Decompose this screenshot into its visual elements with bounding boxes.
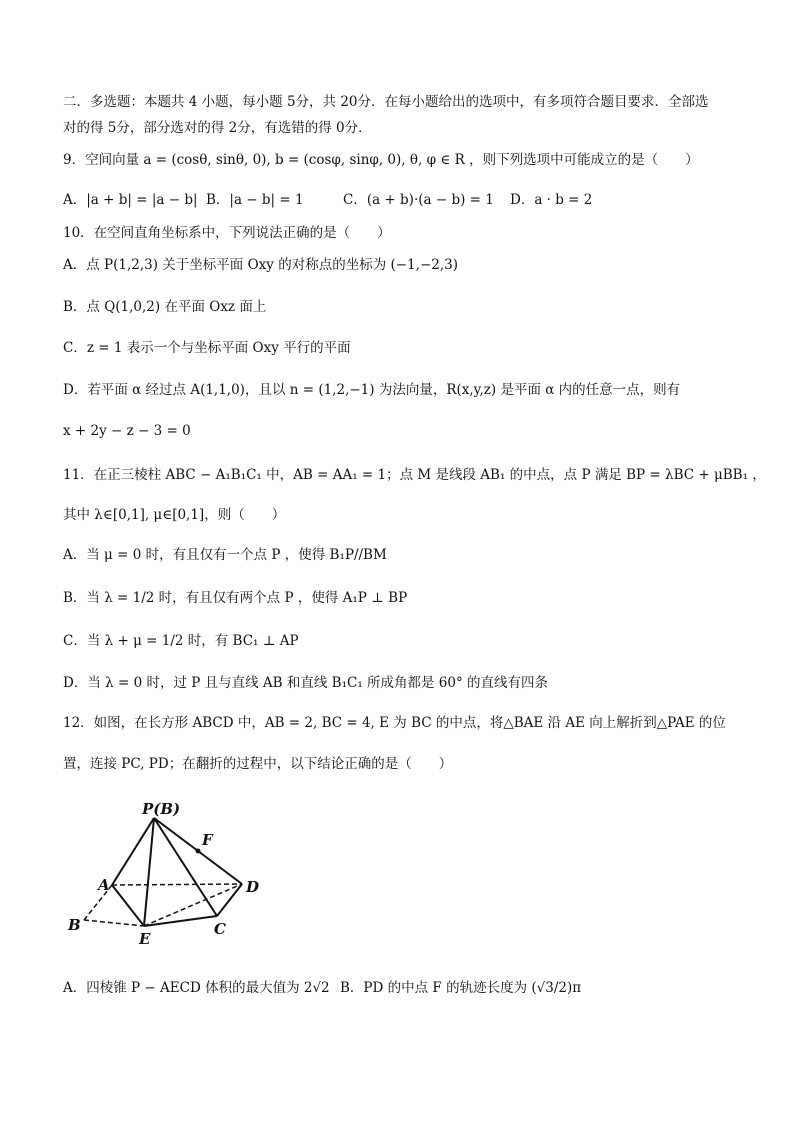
question-12-option-b: B．PD 的中点 F 的轨迹长度为 (√3/2)π bbox=[340, 980, 582, 996]
figure-solid-edges bbox=[112, 818, 242, 926]
question-12-stem: 12．如图，在长方形 ABCD 中，AB = 2, BC = 4, E 为 BC 的中点，将△BAE 沿 AE 向上解折到△PAE 的位 bbox=[63, 715, 726, 731]
question-12-option-a: A．四棱锥 P − AECD 体积的最大值为 2√2 bbox=[63, 980, 330, 996]
question-9-option-c: C．(a + b)·(a − b) = 1 bbox=[343, 192, 494, 208]
question-11-option-d: D．当 λ = 0 时，过 P 且与直线 AB 和直线 B₁C₁ 所成角都是 60° 的直线有四条 bbox=[63, 675, 549, 691]
label-b: B bbox=[68, 916, 81, 934]
question-9-option-a: A．|a + b| = |a − b| bbox=[63, 192, 198, 208]
label-f: F bbox=[202, 831, 213, 849]
label-d: D bbox=[246, 878, 260, 896]
question-10-option-a: A．点 P(1,2,3) 关于坐标平面 Oxy 的对称点的坐标为 (−1,−2,3) bbox=[63, 257, 458, 273]
edge-cd bbox=[217, 884, 242, 916]
edge-be-dashed bbox=[84, 920, 144, 926]
label-p: P(B) bbox=[142, 800, 181, 818]
question-9-stem: 9．空间向量 a = (cosθ, sinθ, 0), b = (cosφ, sinφ, 0), θ, φ ∈ R ，则下列选项中可能成立的是（ ） bbox=[63, 152, 699, 168]
question-12-stem-2: 置，连接 PC, PD；在翻折的过程中，以下结论正确的是（ ） bbox=[63, 756, 453, 772]
folded-rectangle-figure bbox=[62, 798, 277, 948]
section-header-line-2: 对的得 5分，部分选对的得 2分，有选错的得 0分． bbox=[63, 120, 372, 136]
question-11-stem-2: 其中 λ∈[0,1], μ∈[0,1]，则（ ） bbox=[63, 507, 286, 523]
question-10-option-c: C．z = 1 表示一个与坐标平面 Oxy 平行的平面 bbox=[63, 340, 351, 356]
question-10-option-b: B．点 Q(1,0,2) 在平面 Oxz 面上 bbox=[63, 299, 267, 315]
edge-ae bbox=[112, 885, 144, 926]
edge-ad-dashed bbox=[112, 884, 242, 885]
point-f-dot bbox=[196, 849, 201, 854]
question-9-option-b: B．|a − b| = 1 bbox=[206, 192, 304, 208]
label-e: E bbox=[139, 930, 151, 948]
label-a: A bbox=[98, 876, 110, 894]
question-11-option-c: C．当 λ + μ = 1/2 时，有 BC₁ ⊥ AP bbox=[63, 633, 299, 649]
question-10-option-d: D．若平面 α 经过点 A(1,1,0)，且以 n = (1,2,−1) 为法向量，R(x,y,z) 是平面 α 内的任意一点，则有 bbox=[63, 382, 681, 398]
question-10-stem: 10．在空间直角坐标系中，下列说法正确的是（ ） bbox=[63, 225, 391, 241]
question-10-option-d-equation: x + 2y − z − 3 = 0 bbox=[63, 423, 191, 439]
label-c: C bbox=[214, 920, 226, 938]
edge-pa bbox=[112, 818, 154, 885]
edge-pe bbox=[144, 818, 154, 926]
section-header-line-1: 二．多选题：本题共 4 小题，每小题 5分，共 20分．在每小题给出的选项中，有多项符合题目要求．全部选 bbox=[63, 94, 709, 110]
question-11-option-b: B．当 λ = 1/2 时，有且仅有两个点 P ，使得 A₁P ⊥ BP bbox=[63, 590, 408, 606]
question-11-stem: 11．在正三棱柱 ABC − A₁B₁C₁ 中，AB = AA₁ = 1；点 M 是线段 AB₁ 的中点，点 P 满足 BP = λBC + μBB₁ ， bbox=[63, 467, 766, 483]
question-11-option-a: A．当 μ = 0 时，有且仅有一个点 P ，使得 B₁P//BM bbox=[63, 547, 387, 563]
question-9-option-d: D．a · b = 2 bbox=[510, 192, 593, 208]
